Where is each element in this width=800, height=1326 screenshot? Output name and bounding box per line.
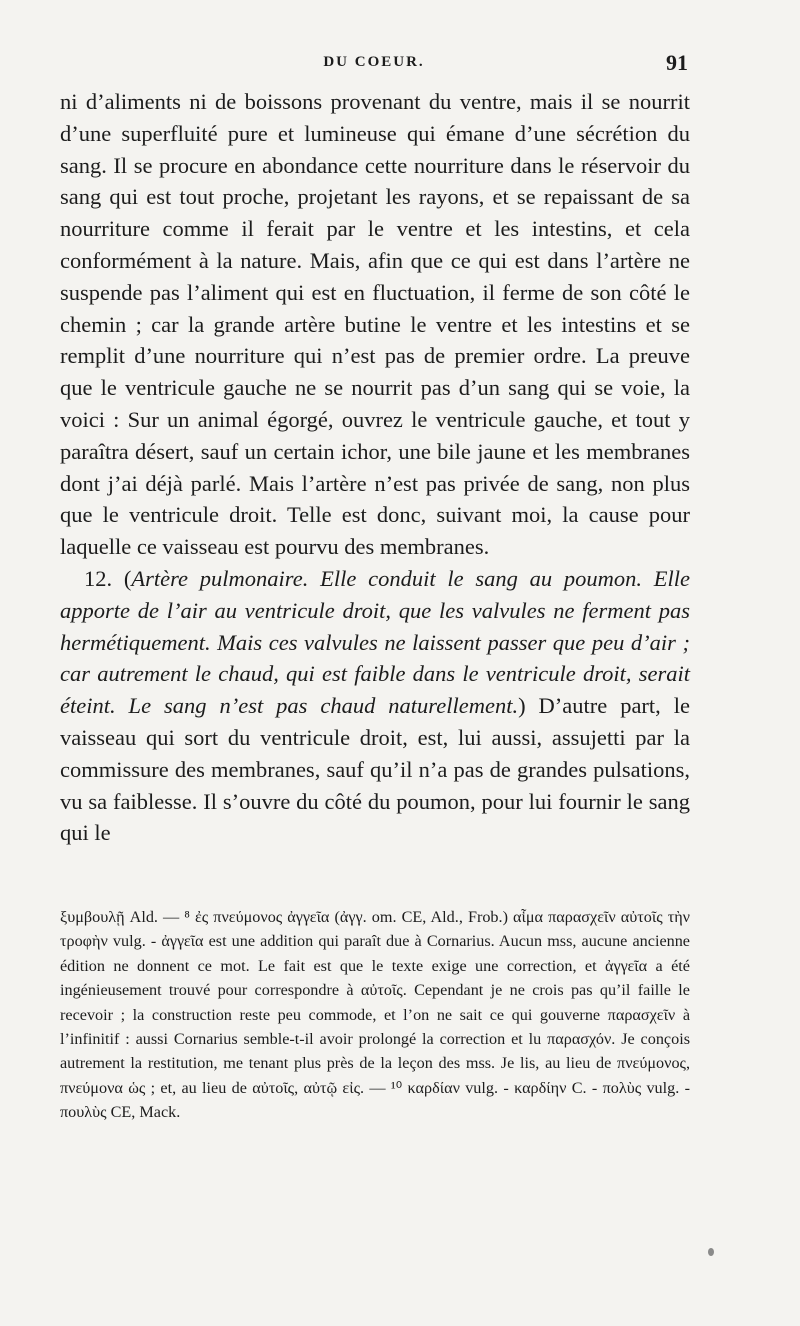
footnotes [60,905,690,1125]
main-text [60,86,690,849]
paper-speck [708,1248,714,1256]
running-title: DU COEUR. [323,54,425,70]
footnote-text: ξυμβουλῇ Ald. — ⁸ ἐς πνεύμονος ἀγγεῖα (ἀγγ. om. CE, Ald., Frob.) αἷμα παρασχεῖν αὐτοῖς τὴν τροφὴν vulg. - ἀγγεῖα est une addition qui paraît due à Cornarius. Aucun mss, aucune ancienne édition ne donnent ce mot. Le fait est que le texte exige une correction, et ἀγγεῖα a été ingénieusement trouvé pour correspondre à αὐτοῖς. Cependant je ne crois pas qu’il faille le recevoir ; la construction reste peu commode, et l’on ne sait ce qui gouverne παρασχεῖν à l’infinitif : aussi Cornarius semble-t-il avoir prolongé la correction et lu παρασχόν. Je conçois autrement la restitution, me tenant plus près de la leçon des mss. Je lis, au lieu de πνεύμονος, πνεύμονα ὡς ; et, au lieu de αὐτοῖς, αὐτῷ εἰς. — ¹⁰ καρδίαν vulg. - καρδίην C. - πολὺς vulg. - πουλὺς CE, Mack. [60,908,690,1122]
section-number: 12. [84,565,113,591]
summary-close-paren: ) [518,693,526,719]
section-summary: Artère pulmonaire. Elle conduit le sang au poumon. Elle apporte de l’air au ventricule droit, que les valvules ne ferment pas hermétiquement. Mais ces valvules ne laissent passer que peu d’air ; car autrement le chaud, qui est faible dans le ventricule droit, serait éteint. Le sang n’est pas chaud naturellement. [60,565,690,719]
summary-open-paren: ( [123,565,132,591]
paragraph-section-12 [60,563,690,849]
section-text: D’autre part, le vaisseau qui sort du ventricule droit, est, lui aussi, assujetti par la commissure des membranes, sauf qu’il n’a pas de grandes pulsations, vu sa faiblesse. Il s’ouvre du côté du poumon, pour lui fournir le sang qui le [60,693,690,846]
page-header [60,50,688,80]
page-number: 91 [666,50,688,75]
paragraph-continuation: ni d’aliments ni de boissons provenant du ventre, mais il se nourrit d’une superfluité pure et lumineuse qui émane d’une sécrétion du sang. Il se procure en abondance cette nourriture dans le réservoir du sang qui est tout proche, projetant les rayons, et se repaissant de sa nourriture comme il ferait par le ventre et les intestins, et cela conformément à la nature. Mais, afin que ce qui est dans l’artère ne suspende pas l’aliment qui est en fluctuation, il ferme de son côté le chemin ; car la grande artère butine le ventre et les intestins et se remplit d’une nourriture qui n’est pas de premier ordre. La preuve que le ventricule gauche ne se nourrit pas d’un sang qui se voie, la voici : Sur un animal égorgé, ouvrez le ventricule gauche, et tout y paraîtra désert, sauf un certain ichor, une bile jaune et les membranes dont j’ai déjà parlé. Mais l’artère n’est pas privée de sang, non plus que le ventricule droit. Telle est donc, suivant moi, la cause pour laquelle ce vaisseau est pourvu des membranes. [60,89,690,560]
